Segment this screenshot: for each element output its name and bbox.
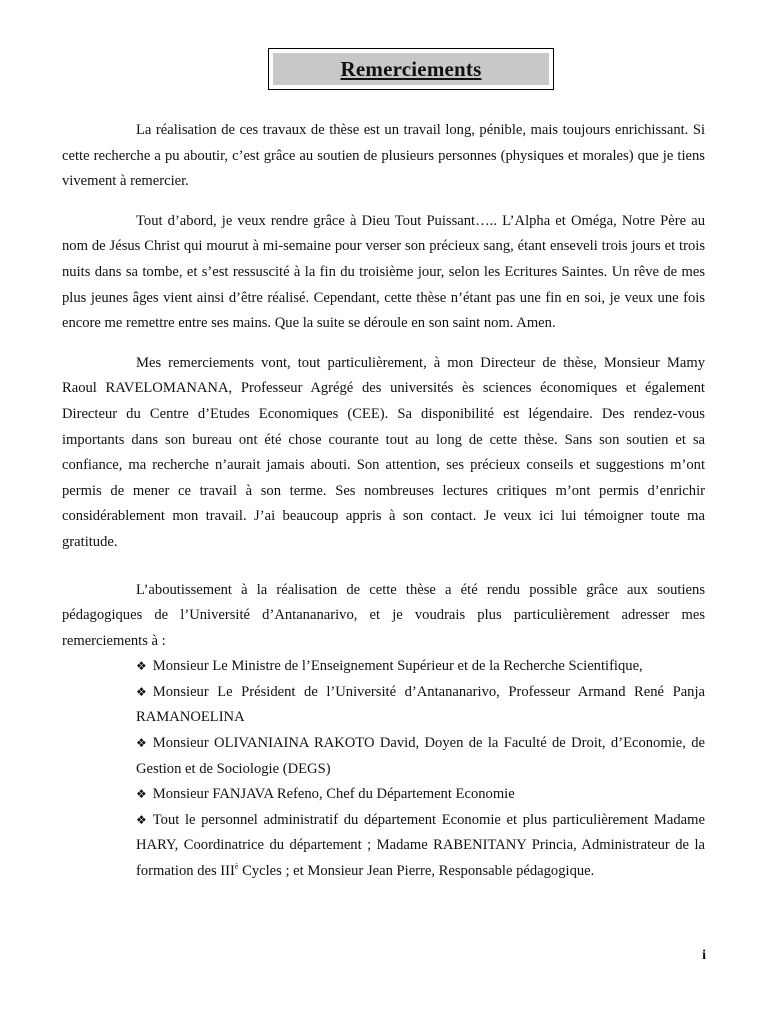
diamond-bullet-icon: ❖ bbox=[136, 684, 147, 699]
diamond-bullet-icon: ❖ bbox=[136, 812, 147, 827]
diamond-bullet-icon: ❖ bbox=[136, 736, 147, 751]
list-item: ❖ Tout le personnel administratif du département Economie et plus particulièrement Madame HARY, Coordinatrice du département ; Madame RABENITANY Princia, Administrateur de la formation des $III^è$ Cycles ; et Monsieur Jean Pierre, Responsable pédagogique. bbox=[136, 808, 705, 885]
list-item: ❖ Monsieur Le Président de l’Université d’Antananarivo, Professeur Armand René Panja RAMANOELINA bbox=[136, 680, 705, 731]
list-item: ❖ Monsieur FANJAVA Refeno, Chef du Département Economie bbox=[136, 782, 705, 808]
title-banner bbox=[273, 53, 549, 85]
diamond-bullet-icon: ❖ bbox=[136, 659, 147, 674]
paragraph-intro: La réalisation de ces travaux de thèse est un travail long, pénible, mais toujours enrichissant. Si cette recherche a pu aboutir, c’est grâce au soutien de plusieurs personnes (physiques et morales) que je tiens vivement à remercier. bbox=[62, 122, 705, 190]
title-box bbox=[268, 48, 554, 90]
paragraph-director: Mes remerciements vont, tout particulièrement, à mon Directeur de thèse, Monsieur Mamy Raoul RAVELOMANANA, Professeur Agrégé des universités ès sciences économiques et également Directeur du Centre d’Etudes Economiques (CEE). Sa disponibilité est légendaire. Des rendez-vous importants dans son bureau ont été chose courante tout au long de cette thèse. Sans son soutien et sa confiance, ma recherche n’aurait jamais abouti. Son attention, ses précieux conseils et suggestions m’ont permis de mener ce travail à son terme. Ses nombreuses lectures critiques m’ont permis d’enrichir considérablement mon travail. J’ai beaucoup appris à son contact. Je veux ici lui témoigner toute ma gratitude. bbox=[62, 354, 705, 550]
page-title: Remerciements bbox=[340, 56, 482, 81]
list-item: ❖ Monsieur Le Ministre de l’Enseignement Supérieur et de la Recherche Scientifique, bbox=[136, 654, 705, 680]
paragraph-university: L’aboutissement à la réalisation de cette thèse a été rendu possible grâce aux soutiens pédagogiques de l’Université d’Antananarivo, et je voudrais plus particulièrement adresser mes remerciements à : bbox=[62, 581, 705, 649]
acknowledgement-list bbox=[62, 654, 705, 884]
diamond-bullet-icon: ❖ bbox=[136, 787, 147, 802]
superscript: è bbox=[234, 862, 239, 872]
page-number: i bbox=[702, 948, 706, 963]
paragraph-god: Tout d’abord, je veux rendre grâce à Dieu Tout Puissant….. L’Alpha et Oméga, Notre Père au nom de Jésus Christ qui mourut à mi-semaine pour verser son précieux sang, étant enseveli trois jours et trois nuits dans sa tombe, et s’est ressuscité à la fin du troisième jour, selon les Ecritures Saintes. Un rêve de mes plus jeunes âges vient ainsi d’être réalisé. Cependant, cette thèse n’étant pas une fin en soi, je veux une fois encore me remettre entre ses mains. Que la suite se déroule en son saint nom. Amen. bbox=[62, 212, 705, 332]
list-item: ❖ Monsieur OLIVANIAINA RAKOTO David, Doyen de la Faculté de Droit, d’Economie, de Gestion et de Sociologie (DEGS) bbox=[136, 731, 705, 782]
document-body bbox=[62, 118, 705, 885]
